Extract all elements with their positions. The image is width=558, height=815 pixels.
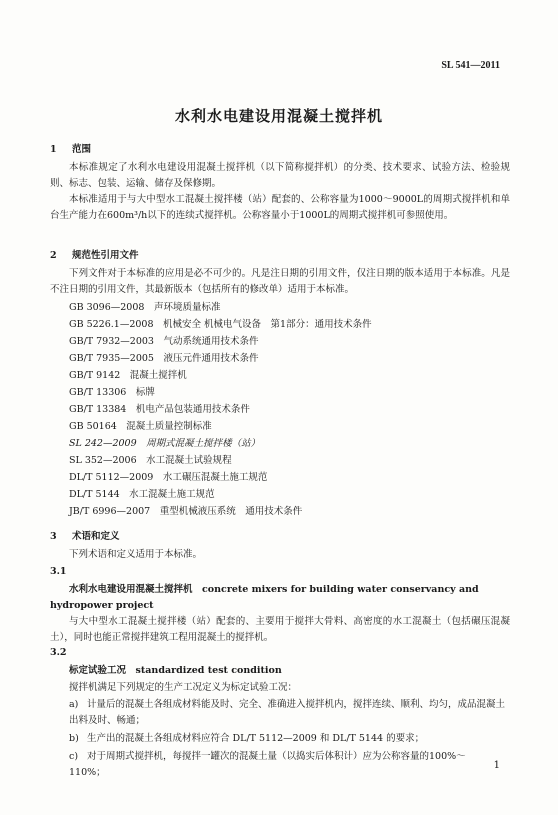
list-item xyxy=(69,731,510,747)
section-2-heading xyxy=(50,247,139,261)
reference-item: GB/T 13306 标牌 xyxy=(69,387,155,398)
term-3-2-name: 标定试验工况 xyxy=(69,665,127,676)
section-1-number: 1 xyxy=(50,144,57,155)
section-2-title: 规范性引用文件 xyxy=(72,250,139,261)
list-item-text: 生产出的混凝土各组成材料应符合 DL/T 5112—2009 和 DL/T 5144 的要求； xyxy=(87,733,425,744)
term-3-2-heading xyxy=(50,663,510,679)
reference-item: GB 3096—2008 声环境质量标准 xyxy=(69,302,221,313)
list-item-mark: c) xyxy=(69,751,79,762)
section-1-paragraph-1: 本标准规定了水利水电建设用混凝土搅拌机（以下简称搅拌机）的分类、技术要求、试验方法、检验规则、标志、包装、运输、储存及保修期。 xyxy=(50,162,510,189)
list-item xyxy=(69,749,494,781)
reference-item: GB/T 7932—2003 气动系统通用技术条件 xyxy=(69,336,259,347)
list-item-text: 计量后的混凝土各组成材料能及时、完全、准确进入搅拌机内，搅拌连续、顺利、均匀，成品混凝土出料及时、畅通； xyxy=(69,699,506,726)
section-1-title: 范围 xyxy=(72,144,92,155)
header-code: SL 541—2011 xyxy=(441,60,500,71)
section-1-paragraph-2: 本标准适用于与大中型水工混凝土搅拌楼（站）配套的、公称容量为1000～9000L的周期式搅拌机和单台生产能力在600m³/h以下的连续式搅拌机。公称容量小于1000L的周期式搅拌机可参照使用。 xyxy=(50,194,510,221)
term-3-2-english: standardized test condition xyxy=(135,665,282,676)
reference-item: GB/T 7935—2005 液压元件通用技术条件 xyxy=(69,353,259,364)
reference-item: GB/T 13384 机电产品包装通用技术条件 xyxy=(69,404,250,415)
list-item-mark: a) xyxy=(69,699,79,710)
term-3-1-number: 3.1 xyxy=(50,566,67,577)
page-title: 水利水电建设用混凝土搅拌机 xyxy=(174,107,383,125)
term-3-2-number: 3.2 xyxy=(50,647,67,658)
reference-item: SL 242—2009 周期式混凝土搅拌楼（站） xyxy=(69,438,261,449)
list-item xyxy=(69,697,510,729)
section-3-title: 术语和定义 xyxy=(72,531,120,542)
section-3-paragraph-1: 下列术语和定义适用于本标准。 xyxy=(69,549,203,560)
page-number: 1 xyxy=(493,760,500,771)
section-3-number: 3 xyxy=(50,531,57,542)
reference-item: GB 5226.1—2008 机械安全 机械电气设备 第1部分：通用技术条件 xyxy=(69,319,372,330)
term-3-1-definition: 与大中型水工混凝土搅拌楼（站）配套的、主要用于搅拌大骨料、高密度的水工混凝土（包括碾压混凝土），同时也能正常搅拌建筑工程用混凝土的搅拌机。 xyxy=(50,616,510,643)
reference-item: DL/T 5112—2009 水工碾压混凝土施工规范 xyxy=(69,472,268,483)
reference-item: SL 352—2006 水工混凝土试验规程 xyxy=(69,455,232,466)
term-3-2-definition: 搅拌机满足下列规定的生产工况定义为标定试验工况： xyxy=(69,682,298,693)
reference-item: GB 50164 混凝土质量控制标准 xyxy=(69,421,212,432)
section-1-heading xyxy=(50,141,91,155)
list-item-mark: b) xyxy=(69,733,79,744)
term-3-1-name: 水利水电建设用混凝土搅拌机 xyxy=(69,584,193,595)
reference-item: DL/T 5144 水工混凝土施工规范 xyxy=(69,489,215,500)
list-item-text: 对于周期式搅拌机，每搅拌一罐次的混凝土量（以捣实后体积计）应为公称容量的100%～110%； xyxy=(69,751,466,778)
reference-item: JB/T 6996—2007 重型机械液压系统 通用技术条件 xyxy=(69,506,303,517)
term-3-1-heading xyxy=(50,582,510,614)
section-3-heading xyxy=(50,528,120,542)
section-2-paragraph-1: 下列文件对于本标准的应用是必不可少的。凡是注日期的引用文件，仅注日期的版本适用于本标准。凡是不注日期的引用文件，其最新版本（包括所有的修改单）适用于本标准。 xyxy=(50,268,510,295)
term-3-1-english: concrete mixers for building water conservancy and hydropower project xyxy=(50,584,479,611)
section-2-number: 2 xyxy=(50,250,57,261)
reference-item: GB/T 9142 混凝土搅拌机 xyxy=(69,370,187,381)
